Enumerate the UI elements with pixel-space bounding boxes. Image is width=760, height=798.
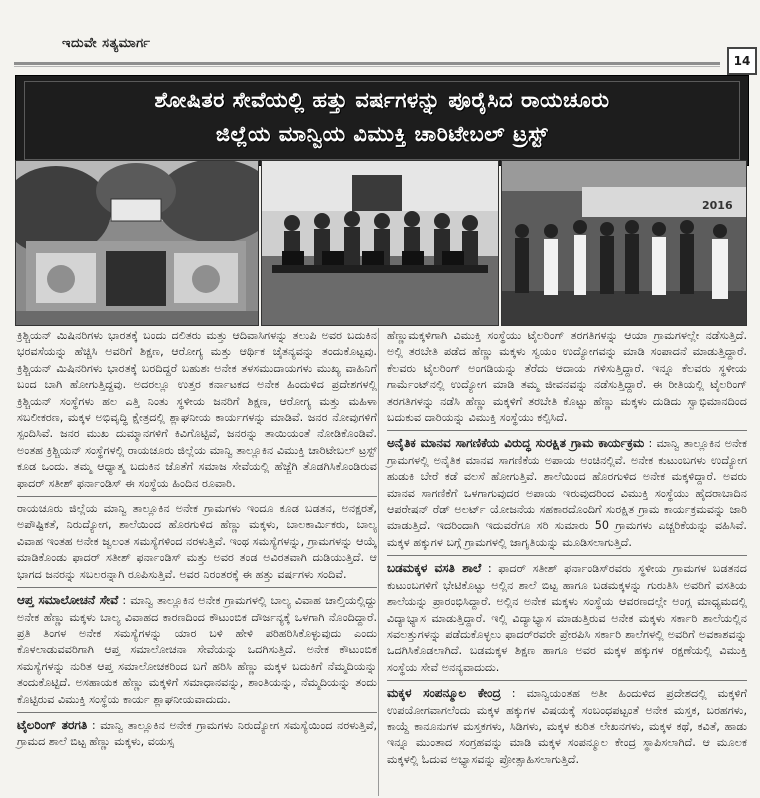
left-column <box>17 328 377 751</box>
resource-centre-body: : ಮಾನ್ವಿಯಂತಹ ಅತೀ ಹಿಂದುಳಿದ ಪ್ರದೇಶದಲ್ಲಿ ಮಕ್ಕಳಿಗೆ ಉಪಯೋಗವಾಗಲೆಂದು ಮಕ್ಕಳ ಹಕ್ಕುಗಳ ವಿಷಯಕ್ಕೆ ಸಂಬಂಧಪಟ್ಟಂತೆ ಅನೇಕ ಮಸ್ತಕ, ಬರಹಗಳು, ಕಾಯ್ದೆ ಕಾನೂನುಗಳ ಮಸ್ತಕಗಳು, ಸಿಡಿಗಳು, ಮಕ್ಕಳ ಕುರಿತ ಲೇಖನಗಳು, ಮಕ್ಕಳ ಕಥೆ, ಕವಿತೆ, ಹಾಡು ಇನ್ನೂ ಮುಂತಾದ ಸಂಗ್ರಹವನ್ನು ಮಾಡಿ ಮಕ್ಕಳ ಸಂಪನ್ಮೂಲ ಕೇಂದ್ರ ಸ್ಥಾಪಿಸಲಾಗಿದೆ. ಆ ಮೂಲಕ ಮಕ್ಕಳಲ್ಲಿ ಓದುವ ಅಭ್ಯಾಸವನ್ನು ಪ್ರೋತ್ಸಾಹಿಸಲಾಗುತ್ತಿದೆ. <box>387 687 748 766</box>
divider-line <box>387 430 747 431</box>
divider-line <box>387 555 747 556</box>
building-entrance-image <box>16 161 258 325</box>
anniversary-event-image <box>502 161 746 325</box>
newspaper-name: ಇದುವೇ ಸತ್ಯಮಾರ್ಗ <box>62 36 151 51</box>
divider-line <box>17 587 377 588</box>
raichur-paragraph: ರಾಯಚೂರು ಜಿಲ್ಲೆಯ ಮಾನ್ವಿ ತಾಲ್ಲೂಕಿನ ಅನೇಕ ಗ್ರಾಮಗಳು ಇಂದೂ ಕೂಡ ಬಡತನ, ಅನಕ್ಷರತೆ, ಅಪೌಷ್ಟಿಕತೆ, ನಿರುದ್ಯೋಗ, ಶಾಲೆಯಿಂದ ಹೊರಗುಳಿದ ಹೆಣ್ಣು ಮಕ್ಕಳು, ಬಾಲಕಾರ್ಮಿಕರು, ಬಾಲ್ಯ ವಿವಾಹ ಇಂತಹ ಅನೇಕ ಜ್ವಲಂತ ಸಮಸ್ಯೆಗಳಿಂದ ನರಳುತ್ತಿವೆ. ಇಂಥ ಸಮಸ್ಯೆಗಳನ್ನು, ಗ್ರಾಮಗಳನ್ನು ಆಯ್ಕೆ ಮಾಡಿಕೊಂಡು ಫಾದರ್ ಸತೀಶ್ ಫರ್ನಾಂಡಿಸ್ ಮತ್ತು ಅವರ ತಂಡ ಅವಿರತವಾಗಿ ದುಡಿಯುತ್ತಿದೆ. ಆ ಭಾಗದ ಜನರನ್ನು ಸಬಲರನ್ನಾಗಿ ರೂಪಿಸುತ್ತಿವೆ. ಅವರ ನಿರಂತರಕ್ಕೆ ಈ ಹತ್ತು ವರ್ಷಗಳು ಸಂದಿವೆ. <box>17 502 377 581</box>
right-column <box>387 328 747 768</box>
resource-centre-heading: ಮಕ್ಕಳ ಸಂಪನ್ಮೂಲ ಕೇಂದ್ರ <box>387 686 501 701</box>
banner-year: 2016 <box>702 199 733 212</box>
headline-line-2: ಜಿಲ್ಲೆಯ ಮಾನ್ವಿಯ ವಿಮುಕ್ತಿ ಚಾರಿಟೇಬಲ್ ಟ್ರಸ್ಟ್ <box>215 122 549 146</box>
counselling-section <box>17 592 377 708</box>
column-divider <box>378 328 379 796</box>
resource-centre-section <box>387 685 747 768</box>
tailoring-group-image <box>262 161 498 325</box>
tailoring-continued-paragraph: ಹೆಣ್ಣುಮಕ್ಕಳಿಗಾಗಿ ವಿಮುಕ್ತಿ ಸಂಸ್ಥೆಯು ಟೈಲರಿಂಗ್ ತರಗತಿಗಳನ್ನು ಆಯಾ ಗ್ರಾಮಗಳಲ್ಲೇ ನಡೆಸುತ್ತಿದೆ. ಅಲ್ಲಿ ತರಬೇತಿ ಪಡೆದ ಹೆಣ್ಣು ಮಕ್ಕಳು ಸ್ವಯಂ ಉದ್ಯೋಗವನ್ನು ಮಾಡಿ ಸಂಪಾದನೆ ಮಾಡುತ್ತಿದ್ದಾರೆ. ಕೆಲವರು ಟೈಲರಿಂಗ್ ಅಂಗಡಿಯನ್ನು ತೆರೆದು ಆದಾಯ ಗಳಿಸುತ್ತಿದ್ದಾರೆ. ಇನ್ನೂ ಕೆಲವರು ಸ್ಥಳೀಯ ಗಾರ್ಮೆಂಟ್‌ನಲ್ಲಿ ಉದ್ಯೋಗ ಮಾಡಿ ತಮ್ಮ ಜೀವನವನ್ನು ನಡೆಸುತ್ತಿದ್ದಾರೆ. ಈ ರೀತಿಯಲ್ಲಿ ಟೈಲರಿಂಗ್ ತರಗತಿಗಳನ್ನು ನಡೆಸಿ ಹೆಣ್ಣು ಮಕ್ಕಳಿಗೆ ತರಬೇತಿ ಕೊಟ್ಟು ಹೆಣ್ಣು ಮಕ್ಕಳು ದುಡಿದು ಸ್ವಾಭಿಮಾನದಿಂದ ಬದುಕುವ ದಾರಿಯನ್ನು ವಿಮುಕ್ತಿ ಸಂಸ್ಥೆಯು ಕಲ್ಪಿಸಿದೆ. <box>387 329 747 425</box>
counselling-heading: ಆಪ್ತ ಸಮಾಲೋಚನೆ ಸೇವೆ <box>17 593 119 608</box>
tailoring-body: : ಮಾನ್ವಿ ತಾಲ್ಲೂಕಿನ ಅನೇಕ ಗ್ರಾಮಗಳು ನಿರುದ್ಯೋಗ ಸಮಸ್ಯೆಯಿಂದ ನರಳುತ್ತಿವೆ, ಗ್ರಾಮದ ಶಾಲೆ ಬಿಟ್ಟ ಹೆಣ್ಣು ಮಕ್ಕಳು, ವಯಸ್ಸ <box>17 718 378 749</box>
header-rule-thin <box>14 66 720 67</box>
photo-building-entrance <box>15 160 259 326</box>
trafficking-section <box>387 435 747 551</box>
divider-line <box>17 496 377 497</box>
header-rule <box>14 62 720 65</box>
trafficking-heading: ಅನೈತಿಕ ಮಾನವ ಸಾಗಣಿಕೆಯ ವಿರುದ್ಧ ಸುರಕ್ಷಿತ ಗ್ರಾಮ ಕಾರ್ಯಕ್ರಮ <box>387 436 645 451</box>
page-header <box>0 0 760 74</box>
photo-tailoring-group <box>261 160 499 326</box>
residential-school-heading: ಬಡಮಕ್ಕಳ ವಸತಿ ಶಾಲೆ <box>387 561 482 576</box>
headline-banner <box>15 75 749 166</box>
page-number: 14 <box>727 47 757 75</box>
intro-paragraph: ಕ್ರಿಶ್ಚಿಯನ್ ಮಿಷಿನರಿಗಳು ಭಾರತಕ್ಕೆ ಬಂದು ದಲಿತರು ಮತ್ತು ಆದಿವಾಸಿಗಳನ್ನು ತಲುಪಿ ಅವರ ಬದುಕಿನ ಭರವಸೆಯನ್ನು ಹೆಚ್ಚಿಸಿ ಅವರಿಗೆ ಶಿಕ್ಷಣ, ಆರೋಗ್ಯ ಮತ್ತು ಆರ್ಥಿಕ ಚೈತನ್ಯವನ್ನು ತಂದುಕೊಟ್ಟವು. ಕ್ರಿಶ್ಚಿಯನ್ ಮಿಷಿನರಿಗಳು ಭಾರತಕ್ಕೆ ಬರದಿದ್ದರೆ ಬಹುಶಃ ಅನೇಕ ತಳಸಮುದಾಯಗಳು ಮುಖ್ಯ ವಾಹಿನಿಗೆ ಬಂದ ಬಾಗಿ ಹೋಗುತ್ತಿದ್ದವು. ಅದರಲ್ಲೂ ಉತ್ತರ ಕರ್ನಾಟಕದ ಅನೇಕ ಹಿಂದುಳಿದ ಪ್ರದೇಶಗಳಲ್ಲಿ ಕ್ರಿಶ್ಚಿಯನ್ ಸಂಸ್ಥೆಗಳು ಹಲ ಎತ್ತಿ ನಿಂತು ಸ್ಥಳೀಯ ಜನರಿಗೆ ಶಿಕ್ಷಣ, ಆರೋಗ್ಯ ಮತ್ತು ಮಹಿಳಾ ಸಬಲೀಕರಣ, ಮಕ್ಕಳ ಅಭಿವೃದ್ಧಿ ಕ್ಷೇತ್ರದಲ್ಲಿ ಶ್ಲಾಘನೀಯ ಕಾರ್ಯಗಳನ್ನು ಮಾಡಿವೆ. ಜನರ ನೋವುಗಳಿಗೆ ಸ್ಪಂದಿಸಿವೆ. ಜನರ ಮುಖ ದುಮ್ಮಾನಗಳಿಗೆ ಕಿವಿಗೊಟ್ಟಿವೆ, ಜನರನ್ನು ತಾಯಿಯಂತೆ ನೋಡಿಕೊಂಡಿವೆ. ಅಂತಹ ಕ್ರಿಶ್ಚಿಯನ್ ಸಂಸ್ಥೆಗಳಲ್ಲಿ ರಾಯಚೂರು ಜಿಲ್ಲೆಯ ಮಾನ್ವಿ ತಾಲ್ಲೂಕಿನ ವಿಮುಕ್ತಿ ಚಾರಿಟೇಬಲ್ ಟ್ರಸ್ಟ್ ಕೂಡ ಒಂದು. ತಮ್ಮ ಆಧ್ಯಾತ್ಮ ಬದುಕಿನ ಜೊತೆಗೆ ಸಮಾಜ ಸೇವೆಯಲ್ಲಿ ಹೆಜ್ಜೆಗಿ ತೊಡಗಿಸಿಕೊಂಡಿರುವ ಫಾದರ್ ಸತೀಶ್ ಫರ್ನಾಂಡಿಸ್ ಈ ಸಂಸ್ಥೆಯ ಹಿಂದಿನ ರೂವಾರಿ. <box>17 329 377 490</box>
headline-line-1: ಶೋಷಿತರ ಸೇವೆಯಲ್ಲಿ ಹತ್ತು ವರ್ಷಗಳನ್ನು ಪೂರೈಸಿದ ರಾಯಚೂರು <box>154 88 610 112</box>
divider-line <box>387 680 747 681</box>
tailoring-heading: ಟೈಲರಿಂಗ್ ತರಗತಿ <box>17 717 88 732</box>
divider-line <box>17 712 377 713</box>
counselling-body: : ಮಾನ್ವಿ ತಾಲ್ಲೂಕಿನ ಅನೇಕ ಗ್ರಾಮಗಳಲ್ಲಿ ಬಾಲ್ಯ ವಿವಾಹ ಚಾಲ್ತಿಯಲ್ಲಿದ್ದು ಅನೇಕ ಹೆಣ್ಣು ಮಕ್ಕಳು ಬಾಲ್ಯ ವಿವಾಹದ ಕಾರಣದಿಂದ ಕೌಟುಂಬಿಕ ದೌರ್ಜನ್ಯಕ್ಕೆ ಒಳಗಾಗಿ ನೊಂದಿದ್ದಾರೆ. ಪ್ರತಿ ತಿಂಗಳ ಅನೇಕ ಸಮಸ್ಯೆಗಳನ್ನು ಯಾರ ಬಳಿ ಹೇಳಿ ಪರಿಹರಿಸಿಕೊಳ್ಳುವುದು ಎಂದು ಕೊಳಲಾಡುವವರಿಗಾಗಿ ಆಪ್ತ ಸಮಾಲೋಚನಾ ಸೇವೆಯನ್ನು ಒದಗಿಸುತ್ತಿದೆ. ಅನೇಕ ಕೌಟುಂಬಿಕ ಸಮಸ್ಯೆಗಳನ್ನು ನುರಿತ ಆಪ್ತ ಸಮಾಲೋಚಕರಿಂದ ಬಗೆ ಹರಿಸಿ ಹೆಣ್ಣು ಮಕ್ಕಳ ಬದುಕಿಗೆ ನೆಮ್ಮದಿಯನ್ನು ತಂದುಕೊಟ್ಟಿದೆ. ಅಸಹಾಯಕ ಹೆಣ್ಣು ಮಕ್ಕಳಿಗೆ ಸಮಾಧಾನವನ್ನು, ಶಾಂತಿಯನ್ನು, ನೆಮ್ಮದಿಯನ್ನು ತಂದು ಕೊಟ್ಟಿರುವ ವಿಮುಕ್ತಿ ಸಂಸ್ಥೆಯ ಕಾರ್ಯ ಶ್ಲಾಘನೀಯವಾದುದು. <box>17 594 378 706</box>
trafficking-body: : ಮಾನ್ವಿ ತಾಲ್ಲೂಕಿನ ಅನೇಕ ಗ್ರಾಮಗಳಲ್ಲಿ ಅನೈತಿಕ ಮಾನವ ಸಾಗಣಿಕೆಯ ಅಪಾಯ ಅಂಚಿನಲ್ಲಿವೆ. ಅನೇಕ ಕುಟುಂಬಗಳು ಉದ್ಯೋಗ ಹುಡುಕಿ ಬೇರೆ ಕಡೆ ವಲಸೆ ಹೋಗುತ್ತಿವೆ. ಶಾಲೆಯಿಂದ ಹೊರಗುಳಿದ ಅನೇಕ ಮಕ್ಕಳಿದ್ದಾರೆ. ಅವರು ಮಾನವ ಸಾಗಣಿಕೆಗೆ ಒಳಗಾಗುವುದರ ಅಪಾಯ ಇರುವುದರಿಂದ ವಿಮುಕ್ತಿ ಸಂಸ್ಥೆಯು ಹೈದರಾಬಾದಿನ ಆಪರೇಷನ್ ರೆಡ್ ಅಲರ್ಟ್ ಯೋಜನೆಯ ಸಹಕಾರದೊಂದಿಗೆ ಸುರಕ್ಷಿತ ಗ್ರಾಮ ಕಾರ್ಯಕ್ರಮವನ್ನು ಜಾರಿ ಮಾಡುತ್ತಿದೆ. ಇದರಿಂದಾಗಿ ಇದುವರೆಗೂ ಸರಿ ಸುಮಾರು 50 ಗ್ರಾಮಗಳು ಎಚ್ಚರಿಕೆಯನ್ನು ವಹಿಸಿವೆ. ಮಕ್ಕಳ ಹಕ್ಕುಗಳ ಬಗ್ಗೆ ಗ್ರಾಮಗಳಲ್ಲಿ ಜಾಗೃತಿಯನ್ನು ಮೂಡಿಸಲಾಗುತ್ತಿದೆ. <box>387 437 747 549</box>
tailoring-section <box>17 717 377 751</box>
residential-school-section <box>387 560 747 676</box>
residential-school-body: : ಫಾದರ್ ಸತೀಶ್ ಫರ್ನಾಂಡಿಸ್‌ರವರು ಸ್ಥಳೀಯ ಗ್ರಾಮಗಳ ಬಡತನದ ಕುಟುಂಬಗಳಿಗೆ ಭೇಟಿಕೊಟ್ಟು ಅಲ್ಲಿನ ಶಾಲೆ ಬಿಟ್ಟ ಹಾಗೂ ಬಡಮಕ್ಕಳನ್ನು ಗುರುತಿಸಿ ಅವರಿಗೆ ವಸತಿಯ ಶಾಲೆಯನ್ನು ಪ್ರಾರಂಭಿಸಿದ್ದಾರೆ. ಅಲ್ಲಿನ ಅನೇಕ ಮಕ್ಕಳು ಸಂಸ್ಥೆಯ ಆವರಣದಲ್ಲೇ ಅಂಗ್ಲ ಮಾಧ್ಯಮದಲ್ಲಿ ವಿದ್ಯಾಭ್ಯಾಸ ಮಾಡುತ್ತಿದ್ದಾರೆ. ಇಲ್ಲಿ ವಿದ್ಯಾಭ್ಯಾಸ ಮಾಡುತ್ತಿರುವ ಅನೇಕ ಮಕ್ಕಳು ಸರ್ಕಾರಿ ಶಾಲೆಯಲ್ಲಿನ ಸವಲತ್ತುಗಳನ್ನು ಪಡೆದುಕೊಳ್ಳಲು ಫಾದರ್‌ರವರೇ ಪ್ರೇರಪಿಸಿ ಸರ್ಕಾರಿ ಶಾಲೆಗಳಲ್ಲಿ ಅವರಿಗೆ ಅವಕಾಶವನ್ನು ಒದಗಿಸಿಕೊಡಲಾಗಿದೆ. ಬಡಮಕ್ಕಳ ಶಿಕ್ಷಣ ಹಾಗೂ ಅವರ ಮಕ್ಕಳ ಹಕ್ಕುಗಳ ರಕ್ಷಣೆಯಲ್ಲಿ ವಿಮುಕ್ತಿ ಸಂಸ್ಥೆಯ ಸೇವೆ ಅನನ್ಯವಾದುದು. <box>387 562 748 674</box>
photo-anniversary-event <box>501 160 747 326</box>
